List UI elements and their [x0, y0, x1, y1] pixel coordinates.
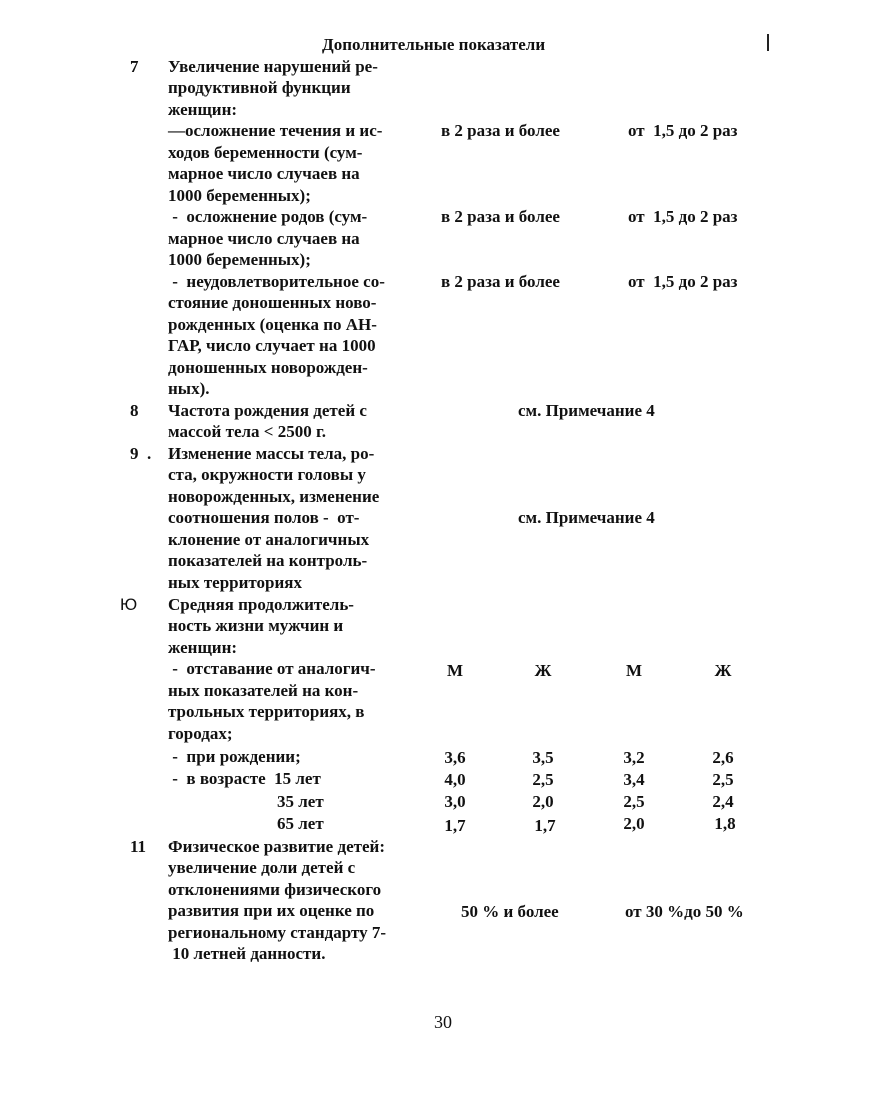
value-cell: 4,0: [444, 770, 466, 789]
row-11-line: развития при их оценке по: [168, 901, 375, 920]
age-label: 65 лет: [277, 814, 324, 833]
col-header-zh: Ж: [534, 661, 552, 680]
value-cell: 3,0: [444, 792, 466, 811]
row-7-line: Увеличение нарушений ре-: [168, 57, 378, 76]
row-7-sub1-line: ходов беременности (сум-: [168, 143, 363, 162]
row-7-sub2-line: марное число случаев на: [168, 229, 360, 248]
row-number-8: 8: [130, 401, 139, 420]
row-7-sub3-line: доношенных новорожден-: [168, 358, 368, 377]
age-label: - в возрасте 15 лет: [168, 769, 321, 788]
row-7-sub3-line: - неудовлетворительное со-: [168, 272, 385, 291]
row-10-subline: трольных территориях, в: [168, 702, 365, 721]
row-10-line: женщин:: [168, 638, 238, 657]
row-7-sub1-line: —осложнение течения и ис-: [168, 121, 383, 140]
row-number-10: Ю: [120, 595, 138, 614]
row-7-sub3-line: стояние доношенных ново-: [168, 293, 377, 312]
row-7-sub1-line: марное число случаев на: [168, 164, 360, 183]
row-7-sub2-line: - осложнение родов (сум-: [168, 207, 368, 226]
value-cell: 3,2: [623, 748, 645, 767]
row-8-line: Частота рождения детей с: [168, 401, 367, 420]
value-cell: 2,0: [532, 792, 554, 811]
value-cell: 1,7: [444, 816, 466, 835]
value-cell: 3,6: [444, 748, 466, 767]
row-9-note: см. Примечание 4: [518, 508, 655, 527]
row-11-line: увеличение доли детей с: [168, 858, 356, 877]
row-11-line: Физическое развитие детей:: [168, 837, 385, 856]
value-cell: 1,7: [534, 816, 556, 835]
row-7-sub1-col2: от 1,5 до 2 раз: [628, 121, 738, 140]
value-cell: 2,5: [623, 792, 645, 811]
row-7-sub2-line: 1000 беременных);: [168, 250, 311, 269]
row-7-sub3-line: рожденных (оценка по АН-: [168, 315, 377, 334]
row-11-line: 10 летней данности.: [168, 944, 326, 963]
row-7-sub3-line: ных).: [168, 379, 210, 398]
row-number-9: 9 .: [130, 444, 152, 463]
age-label: - при рождении;: [168, 747, 301, 766]
row-11-line: отклонениями физического: [168, 880, 382, 899]
row-9-line: соотношения полов - от-: [168, 508, 360, 527]
row-7-sub2-col2: от 1,5 до 2 раз: [628, 207, 738, 226]
row-7-sub3-col2: от 1,5 до 2 раз: [628, 272, 738, 291]
col-header-zh: Ж: [714, 661, 732, 680]
row-number-11: 11: [130, 837, 147, 856]
value-cell: 3,4: [623, 770, 645, 789]
row-9-line: Изменение массы тела, ро-: [168, 444, 375, 463]
row-11-line: региональному стандарту 7-: [168, 923, 387, 942]
value-cell: 2,5: [532, 770, 554, 789]
value-cell: 2,5: [712, 770, 734, 789]
value-cell: 2,6: [712, 748, 734, 767]
value-cell: 3,5: [532, 748, 554, 767]
row-7-sub1-line: 1000 беременных);: [168, 186, 311, 205]
row-9-line: ста, окружности головы у: [168, 465, 366, 484]
row-10-subline: ных показателей на кон-: [168, 681, 359, 700]
page-number: 30: [434, 1012, 452, 1032]
section-title: Дополнительные показатели: [322, 35, 546, 54]
row-7-sub2-col1: в 2 раза и более: [441, 207, 560, 226]
age-label: 35 лет: [277, 792, 324, 811]
row-10-line: ность жизни мужчин и: [168, 616, 344, 635]
row-11-col1: 50 % и более: [461, 902, 559, 921]
value-cell: 2,4: [712, 792, 734, 811]
row-9-line: показателей на контроль-: [168, 551, 368, 570]
row-7-line: женщин:: [168, 100, 238, 119]
row-11-col2: от 30 %до 50 %: [625, 902, 744, 921]
row-7-sub3-line: ГАР, число случает на 1000: [168, 336, 376, 355]
col-header-m: М: [446, 661, 464, 680]
row-7-line: продуктивной функции: [168, 78, 351, 97]
value-cell: 2,0: [623, 814, 645, 833]
row-9-line: ных территориях: [168, 573, 302, 592]
row-8-note: см. Примечание 4: [518, 401, 655, 420]
row-9-line: клонение от аналогичных: [168, 530, 370, 549]
col-header-m: М: [625, 661, 643, 680]
value-cell: 1,8: [714, 814, 736, 833]
row-7-sub3-col1: в 2 раза и более: [441, 272, 560, 291]
row-10-line: Средняя продолжитель-: [168, 595, 354, 614]
margin-mark: [767, 34, 769, 51]
row-10-subline: - отставание от аналогич-: [168, 659, 376, 678]
row-9-line: новорожденных, изменение: [168, 487, 380, 506]
row-7-sub1-col1: в 2 раза и более: [441, 121, 560, 140]
row-8-line: массой тела < 2500 г.: [168, 422, 327, 441]
row-10-subline: городах;: [168, 724, 233, 743]
row-number-7: 7: [130, 57, 139, 76]
